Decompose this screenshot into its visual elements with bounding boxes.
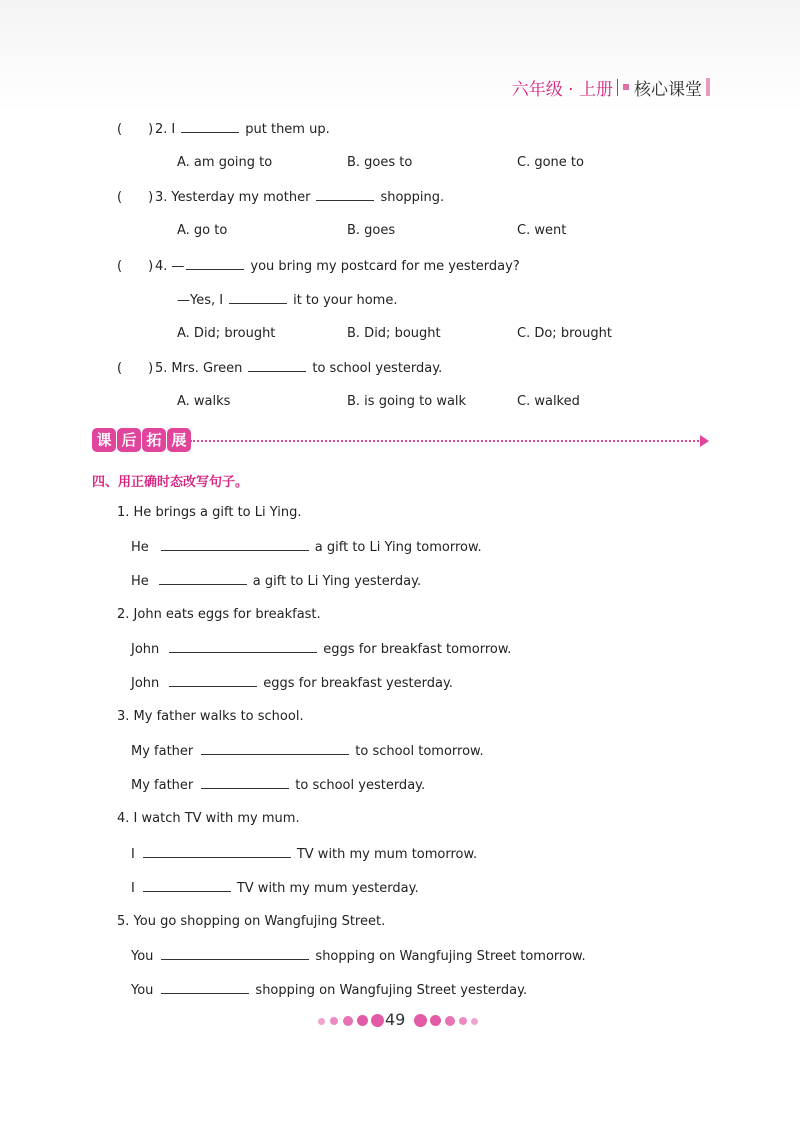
question-5: ( ) 5. Mrs. Green to school yesterday.: [117, 361, 443, 376]
dot-icon: [318, 1018, 325, 1025]
fill-blank[interactable]: [143, 879, 231, 892]
fill-blank[interactable]: [181, 120, 239, 133]
option-b[interactable]: B. Did; bought: [347, 326, 441, 341]
dot-icon: [371, 1014, 384, 1027]
rewrite-line-yesterday: John eggs for breakfast yesterday.: [131, 676, 453, 691]
rewrite-line-tomorrow: He a gift to Li Ying tomorrow.: [131, 540, 482, 555]
header-title: 核心课堂: [634, 79, 702, 100]
fill-blank[interactable]: [186, 257, 244, 270]
page-number: 49: [385, 1010, 406, 1029]
option-c[interactable]: C. gone to: [517, 155, 584, 170]
option-b[interactable]: B. is going to walk: [347, 394, 467, 409]
rewrite-sentence: 2. John eats eggs for breakfast.: [117, 607, 321, 622]
fill-blank[interactable]: [161, 947, 309, 960]
banner-char: 后: [117, 428, 141, 452]
rewrite-sentence: 5. You go shopping on Wangfujing Street.: [117, 914, 386, 929]
fill-blank[interactable]: [229, 291, 287, 304]
answer-paren[interactable]: ( ): [117, 361, 154, 376]
dot-icon: [414, 1014, 427, 1027]
rewrite-line-yesterday: My father to school yesterday.: [131, 778, 426, 793]
question-4-answer: —Yes, I it to your home.: [177, 293, 398, 308]
option-a[interactable]: A. am going to: [177, 155, 273, 170]
dot-icon: [471, 1018, 478, 1025]
header-end-bar: [706, 78, 710, 96]
answer-paren[interactable]: ( ): [117, 259, 154, 274]
answer-paren[interactable]: ( ): [117, 122, 154, 137]
page-header: [512, 76, 710, 98]
fill-blank[interactable]: [159, 572, 247, 585]
fill-blank[interactable]: [169, 640, 317, 653]
dot-icon: [445, 1016, 455, 1026]
rewrite-sentence: 3. My father walks to school.: [117, 709, 304, 724]
section-banner: [92, 428, 192, 454]
header-separator: [617, 79, 618, 96]
fill-blank[interactable]: [201, 776, 289, 789]
question-3: ( ) 3. Yesterday my mother shopping.: [117, 190, 445, 205]
fill-blank[interactable]: [143, 845, 291, 858]
fill-blank[interactable]: [161, 538, 309, 551]
dot-icon: [357, 1015, 368, 1026]
dot-icon: [343, 1016, 353, 1026]
header-square-icon: [623, 84, 629, 90]
rewrite-line-yesterday: He a gift to Li Ying yesterday.: [131, 574, 422, 589]
banner-char: 课: [92, 428, 116, 452]
option-b[interactable]: B. goes: [347, 223, 396, 238]
banner-char: 展: [167, 428, 191, 452]
banner-char: 拓: [142, 428, 166, 452]
rewrite-sentence: 1. He brings a gift to Li Ying.: [117, 505, 302, 520]
option-a[interactable]: A. go to: [177, 223, 228, 238]
answer-paren[interactable]: ( ): [117, 190, 154, 205]
rewrite-line-tomorrow: My father to school tomorrow.: [131, 744, 484, 759]
grade-label: 六年级 · 上册: [511, 79, 613, 100]
question-4: ( ) 4. — you bring my postcard for me yesterday?: [117, 259, 520, 274]
rewrite-line-tomorrow: I TV with my mum tomorrow.: [131, 847, 478, 862]
fill-blank[interactable]: [169, 674, 257, 687]
option-b[interactable]: B. goes to: [347, 155, 413, 170]
fill-blank[interactable]: [201, 742, 349, 755]
dotted-divider: [190, 440, 702, 442]
option-c[interactable]: C. Do; brought: [517, 326, 612, 341]
rewrite-line-tomorrow: You shopping on Wangfujing Street tomorrow.: [131, 949, 586, 964]
rewrite-line-tomorrow: John eggs for breakfast tomorrow.: [131, 642, 512, 657]
option-a[interactable]: A. walks: [177, 394, 231, 409]
fill-blank[interactable]: [161, 981, 249, 994]
rewrite-line-yesterday: I TV with my mum yesterday.: [131, 881, 419, 896]
section-title: 四、用正确时态改写句子。: [92, 475, 249, 490]
dot-icon: [459, 1017, 467, 1025]
option-a[interactable]: A. Did; brought: [177, 326, 276, 341]
option-c[interactable]: C. went: [517, 223, 567, 238]
dot-icon: [330, 1017, 338, 1025]
rewrite-line-yesterday: You shopping on Wangfujing Street yesterday.: [131, 983, 528, 998]
question-2: ( ) 2. I put them up.: [117, 122, 330, 137]
rewrite-sentence: 4. I watch TV with my mum.: [117, 811, 300, 826]
dot-icon: [430, 1015, 441, 1026]
option-c[interactable]: C. walked: [517, 394, 580, 409]
arrow-right-icon: [700, 435, 709, 447]
fill-blank[interactable]: [316, 188, 374, 201]
fill-blank[interactable]: [248, 359, 306, 372]
